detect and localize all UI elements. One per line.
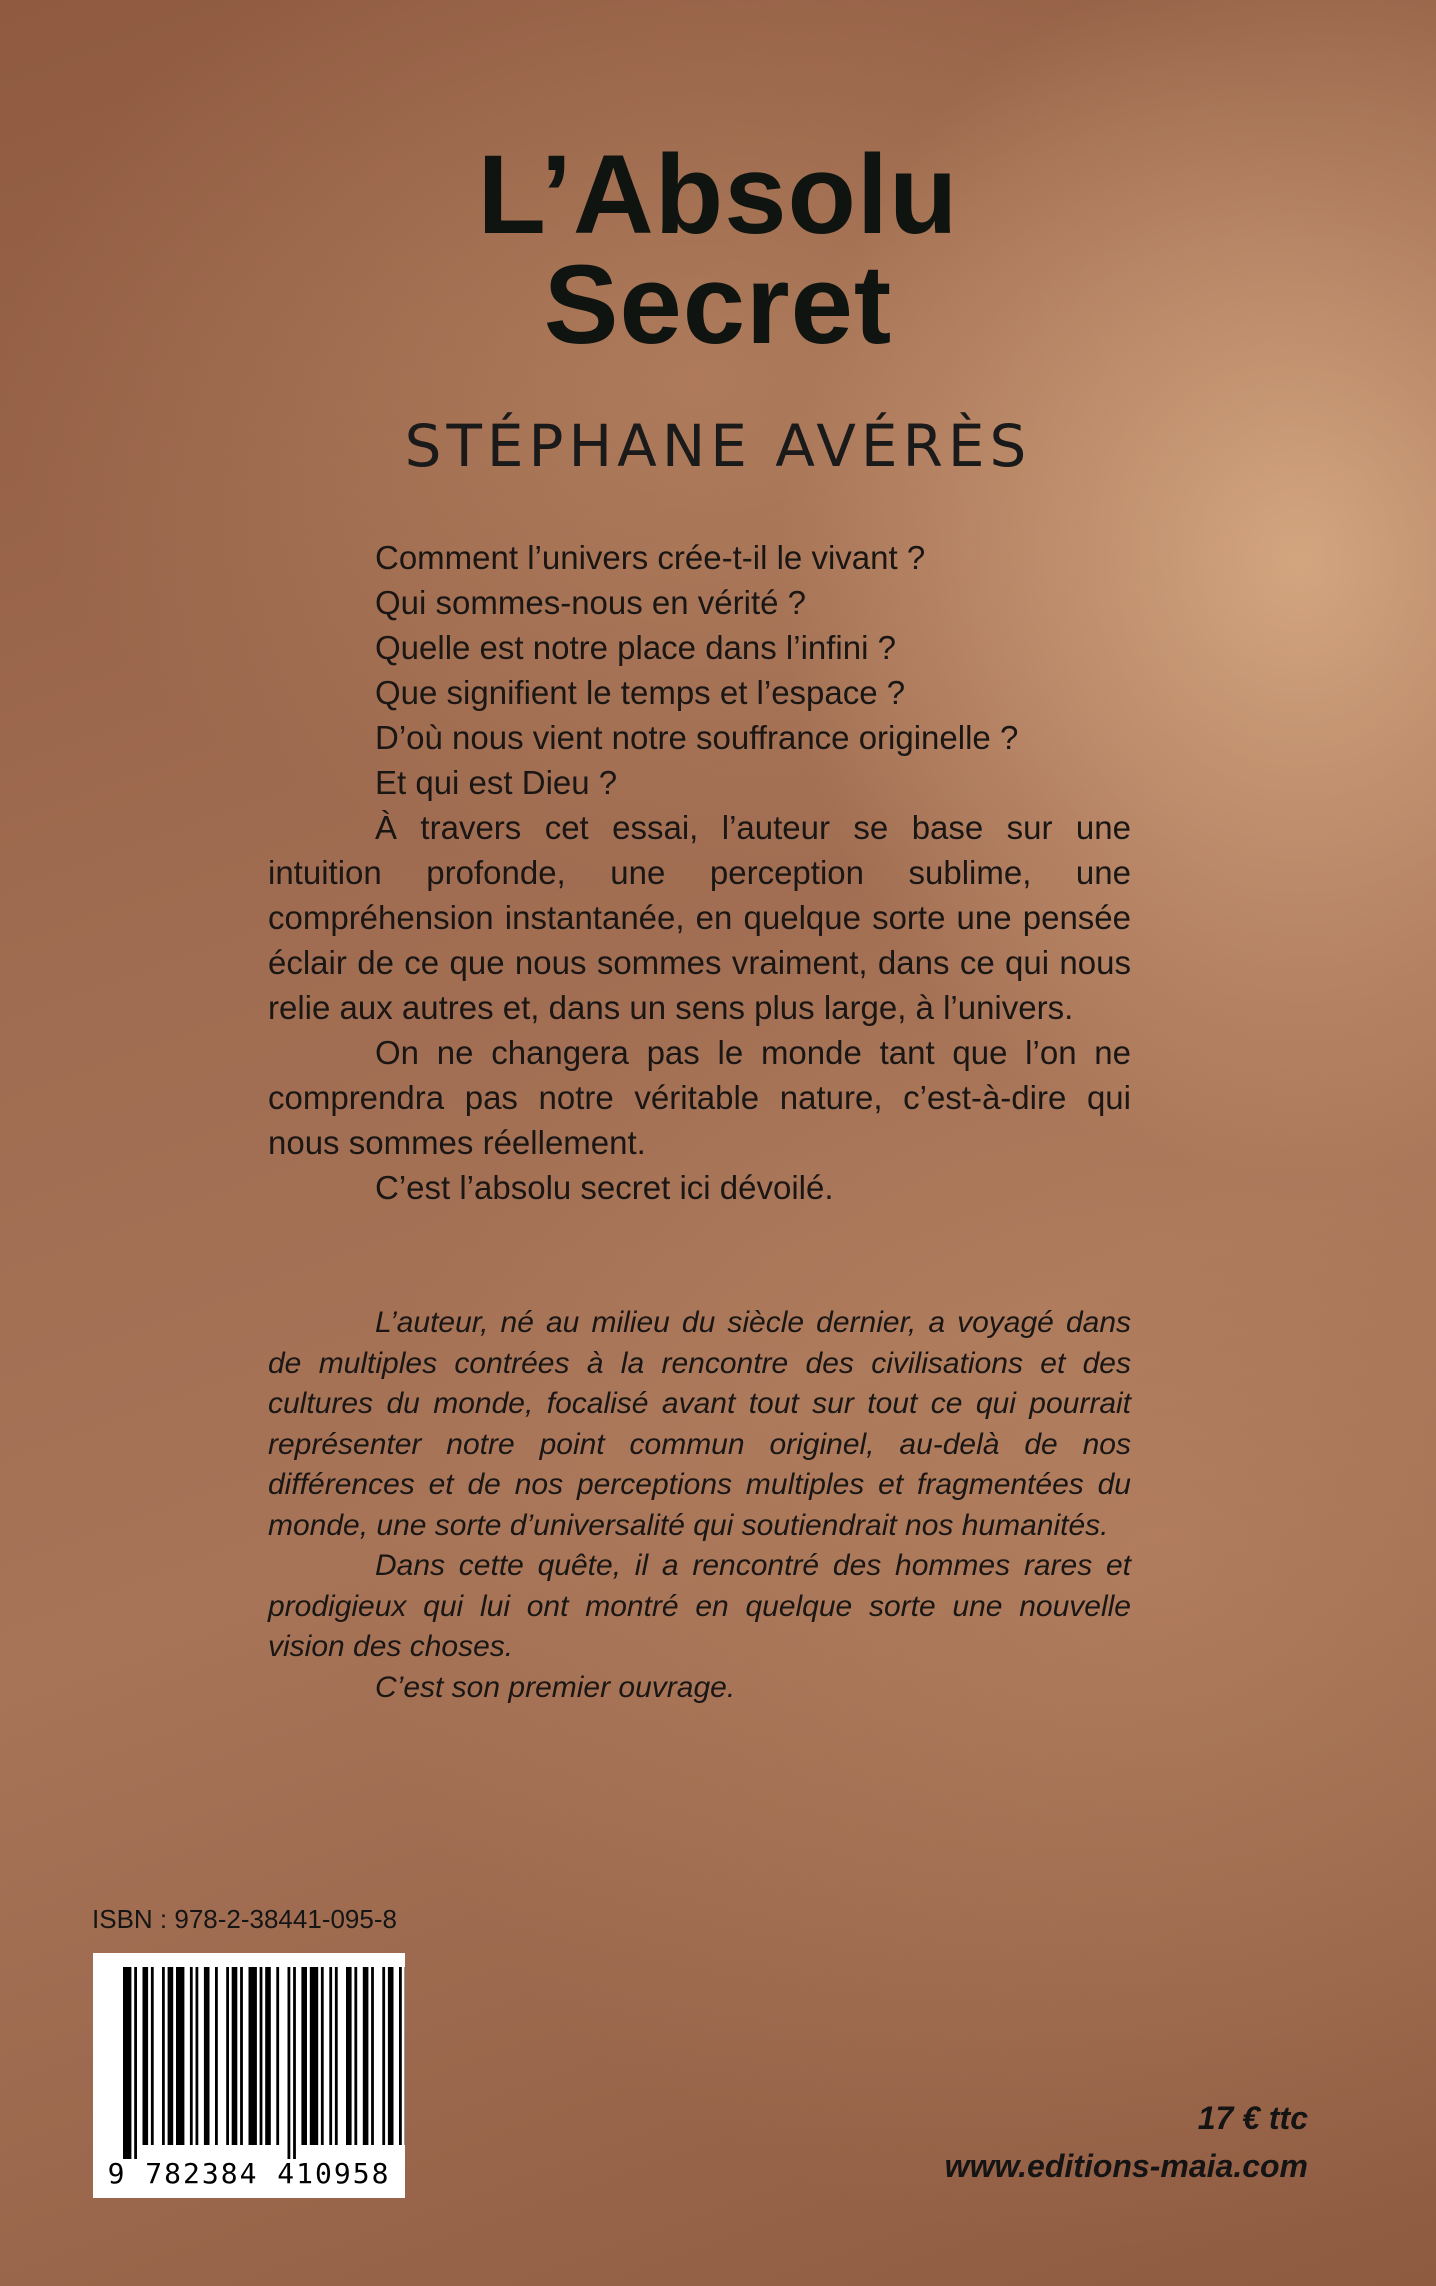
price: 17 € ttc xyxy=(1197,2100,1308,2136)
blurb-paragraph: On ne changera pas le monde tant que l’on ne comprendra pas notre véritable nature, c’est-à-dire qui nous sommes réellement. xyxy=(268,1034,1131,1161)
blurb-question: D’où nous vient notre souffrance originelle ? xyxy=(375,719,1019,756)
blurb-paragraph: À travers cet essai, l’auteur se base sur une intuition profonde, une perception sublime, une compréhension instantanée, en quelque sorte une pensée éclair de ce que nous sommes vraiment, dans ce qui nous relie aux autres et, dans un sens plus large, à l’univers. xyxy=(268,809,1131,1026)
barcode-bars-icon xyxy=(93,1953,405,2163)
bio-paragraph: C’est son premier ouvrage. xyxy=(375,1670,736,1704)
blurb-paragraph: C’est l’absolu secret ici dévoilé. xyxy=(375,1169,834,1206)
book-title xyxy=(0,132,1436,367)
bio-paragraph: L’auteur, né au milieu du siècle dernier, a voyagé dans de multiples contrées à la rencontre des civilisations et des cultures du monde, focalisé avant tout sur tout ce qui pourrait représenter notre point commun originel, au-delà de nos différences et de nos perceptions multiples et fragmentées du monde, une sorte d’universalité qui soutiendrait nos humanités. xyxy=(268,1306,1131,1542)
isbn-label: ISBN : 978-2-38441-095-8 xyxy=(92,1904,397,1934)
blurb-question: Qui sommes-nous en vérité ? xyxy=(375,584,807,621)
blurb-question: Que signifient le temps et l’espace ? xyxy=(375,674,906,711)
bio-paragraph: Dans cette quête, il a rencontré des hommes rares et prodigieux qui lui ont montré en quelque sorte une nouvelle vision des choses. xyxy=(268,1549,1131,1663)
title-line-1: L’Absolu xyxy=(477,132,959,257)
blurb-text xyxy=(268,535,1131,1210)
title-line-2: Secret xyxy=(543,242,893,367)
barcode-digits: 9 782384 410958 xyxy=(107,2157,391,2190)
author-name: STÉPHANE AVÉRÈS xyxy=(404,412,1032,480)
blurb-question: Quelle est notre place dans l’infini ? xyxy=(375,629,896,666)
publisher-website: www.editions-maia.com xyxy=(944,2148,1308,2184)
blurb-question: Comment l’univers crée-t-il le vivant ? xyxy=(375,539,926,576)
barcode xyxy=(93,1953,405,2198)
blurb-question: Et qui est Dieu ? xyxy=(375,764,618,801)
author-bio xyxy=(268,1303,1131,1708)
